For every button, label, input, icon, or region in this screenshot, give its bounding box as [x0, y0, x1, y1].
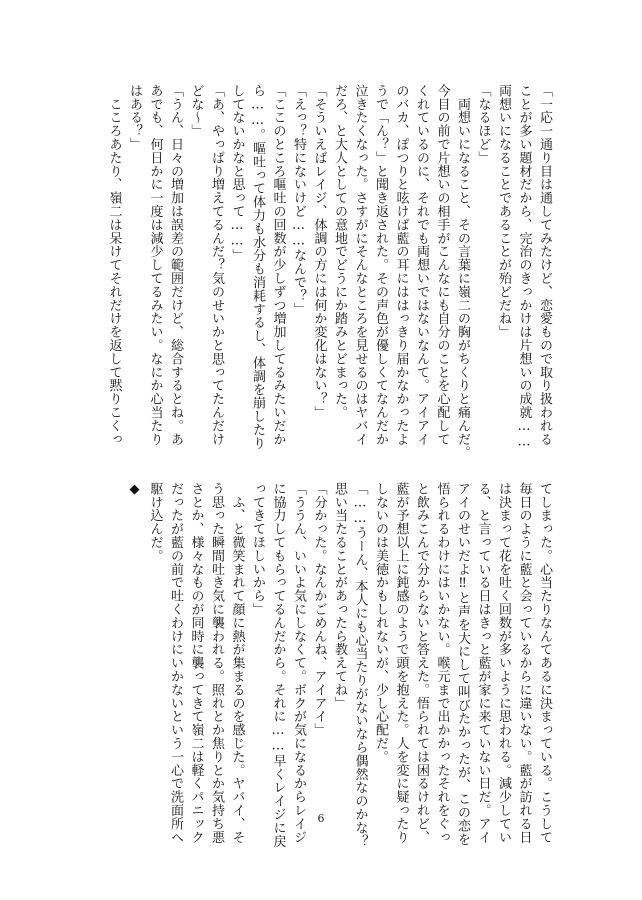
text-line: 思い当たることがあったら教えてね」 [332, 482, 347, 710]
text-line: 「そういえばレイジ、体調の方には何か変化はない？」 [311, 84, 327, 419]
text-line: アイのせいだよ‼と声を大にして叫びたかったが、この恋を [455, 482, 470, 846]
text-line: 泣きたくなった。さすがにそんなところを見せるのはヤバイ [352, 84, 368, 446]
section-break-marker: ◆ [127, 482, 142, 498]
text-line: 「えっ？特にないけど……なんで？」 [291, 84, 306, 316]
text-line: 「分かった。なんかごめんね、アイアイ」 [311, 482, 327, 737]
text-line: はある？」 [127, 84, 142, 151]
page-number: 6 [317, 812, 325, 825]
text-line: うで「ん？」と聞き返された。その声色が優しくてなんだか [373, 84, 388, 446]
text-line: と飲みこんで分からないと答えた。悟られては困るけれど、 [414, 482, 429, 844]
text-line: こころあたり、嶺二は呆けてそれだけを返して黙りこくっ [106, 84, 122, 446]
text-line: 悟られるわけにはいかない。喉元まで出かかったそれをぐっ [434, 482, 450, 844]
text-line: う思った瞬間吐き気に襲われる。照れとか焦りとか気持ち悪 [209, 482, 224, 844]
text-line: してないかなと思って……」 [229, 84, 245, 263]
text-line: 「一応一通り目は通してみたけど、恋愛もので取り扱われる [537, 84, 552, 446]
text-column-top [103, 84, 554, 460]
text-line: 「……うーん、本人にも心当たりがないなら偶然なのかな？ [352, 482, 368, 848]
text-line: てしまった。心当たりなんてあるに決まっている。こうして [537, 482, 552, 844]
text-line: は決まって花を吐く回数が多いように思われる。減少してい [496, 482, 511, 844]
text-line: に協力してもらってるんだから。それに……早くレイジに戻 [270, 482, 286, 848]
text-line: あでも、何日かに一度は減少してるみたい。なにか心当たり [147, 84, 163, 446]
text-line: 「あ、やっぱり増えてるんだ？気のせいかと思ってたんだけ [209, 84, 224, 446]
text-line: ら……。嘔吐って体力も水分も消耗するし、体調を崩したり [250, 84, 265, 450]
text-line: のバカ、ぽつりと呟けば藍の耳にははっきり届かなかったよ [393, 84, 409, 446]
text-line: くれているのに、それでも両想いではないなんて。アイアイ [414, 84, 429, 446]
text-line: ってきてほしいから」 [250, 482, 265, 616]
text-line: さとか、様々なものが同時に襲ってきて嶺二は軽くパニック [188, 482, 204, 844]
text-line: 藍が予想以上に鈍感のようで頭を抱えた。人を変に疑ったり [393, 482, 409, 844]
text-line: 両想いになること、その言葉に嶺二の胸がちくりと痛んだ。 [455, 84, 470, 460]
text-line: 「うん、日々の増加は誤差の範囲だけど、総合するとね。あ [168, 84, 183, 446]
text-line: 「ここのところ嘔吐の回数が少しずつ増加してるみたいだか [270, 84, 286, 446]
text-line: 駆け込んだ。 [147, 482, 163, 563]
text-line: だろ、と大人としての意地でどうにか踏みとどまった。 [332, 84, 347, 419]
text-line: 「ううん、いいよ気にしなくて。ボクが気になるからレイジ [291, 482, 306, 844]
text-line: 「なるほど」 [475, 84, 491, 165]
text-line: ふ、と微笑まれて顔に熱が集まるのを感じた。ヤバイ、そ [229, 482, 245, 844]
text-line: だったが藍の前で吐くわけにいかないという一心で洗面所へ [168, 482, 183, 844]
text-line: る、と言っている日はきっと藍が家に来ていない日だ。アイ [475, 482, 491, 844]
text-line: 毎日のように藍と会っているからに違いない。藍が訪れる日 [516, 482, 532, 844]
text-line: 今目の前で片想いの相手がこんなにも自分のことを心配して [434, 84, 450, 446]
text-line: どな～」 [188, 84, 204, 138]
text-line: 両想いになることであることが殆どだね」 [496, 84, 511, 339]
text-line: しないのは美徳かもしれないが、少し心配だ。 [373, 482, 388, 764]
text-line: ことが多い題材だから、完治のきっかけは片想いの成就…… [516, 84, 532, 450]
text-column-bottom [124, 482, 555, 848]
